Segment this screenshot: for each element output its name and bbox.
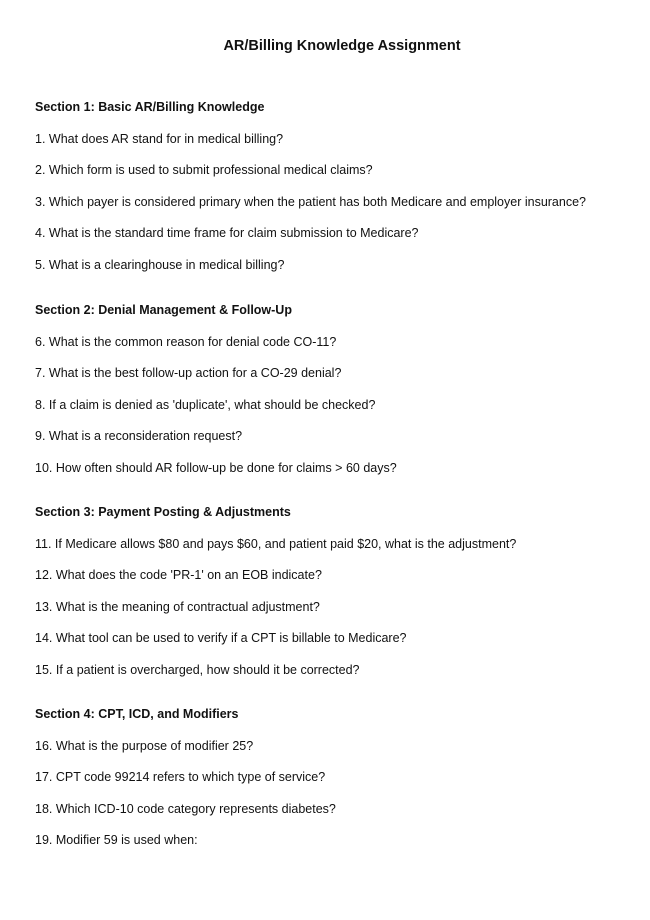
section-denial-management xyxy=(35,302,635,476)
question-item: 12. What does the code 'PR-1' on an EOB indicate? xyxy=(35,568,322,582)
section-cpt-icd-modifiers xyxy=(35,706,635,848)
section-heading: Section 1: Basic AR/Billing Knowledge xyxy=(35,100,265,114)
section-heading: Section 2: Denial Management & Follow-Up xyxy=(35,303,292,317)
question-item: 6. What is the common reason for denial code CO-11? xyxy=(35,334,337,349)
question-item: 3. Which payer is considered primary when the patient has both Medicare and employer insurance? xyxy=(35,194,586,209)
question-item: 19. Modifier 59 is used when: xyxy=(35,833,198,847)
question-item: 8. If a claim is denied as 'duplicate', what should be checked? xyxy=(35,397,376,412)
question-item: 18. Which ICD-10 code category represents diabetes? xyxy=(35,801,336,816)
question-item: 5. What is a clearinghouse in medical billing? xyxy=(35,257,285,272)
question-item: 9. What is a reconsideration request? xyxy=(35,429,243,443)
question-item: 14. What tool can be used to verify if a CPT is billable to Medicare? xyxy=(35,631,407,645)
question-item: 11. If Medicare allows $80 and pays $60, and patient paid $20, what is the adjustment? xyxy=(35,536,517,551)
section-payment-posting xyxy=(35,504,635,678)
section-heading: Section 4: CPT, ICD, and Modifiers xyxy=(35,707,239,721)
question-item: 15. If a patient is overcharged, how should it be corrected? xyxy=(35,662,360,677)
question-item: 2. Which form is used to submit professional medical claims? xyxy=(35,163,373,177)
question-list xyxy=(35,131,635,273)
question-item: 17. CPT code 99214 refers to which type of service? xyxy=(35,770,326,784)
question-list xyxy=(35,334,635,476)
question-item: 1. What does AR stand for in medical billing? xyxy=(35,131,284,146)
question-list xyxy=(35,536,635,678)
question-list xyxy=(35,738,635,849)
section-basic-ar-billing xyxy=(35,99,635,273)
question-item: 16. What is the purpose of modifier 25? xyxy=(35,738,254,753)
question-item: 10. How often should AR follow-up be done for claims > 60 days? xyxy=(35,460,397,475)
section-heading: Section 3: Payment Posting & Adjustments xyxy=(35,505,291,519)
question-item: 7. What is the best follow-up action for a CO-29 denial? xyxy=(35,366,342,380)
document-title: AR/Billing Knowledge Assignment xyxy=(223,38,461,54)
question-item: 4. What is the standard time frame for claim submission to Medicare? xyxy=(35,226,419,240)
question-item: 13. What is the meaning of contractual adjustment? xyxy=(35,599,320,614)
